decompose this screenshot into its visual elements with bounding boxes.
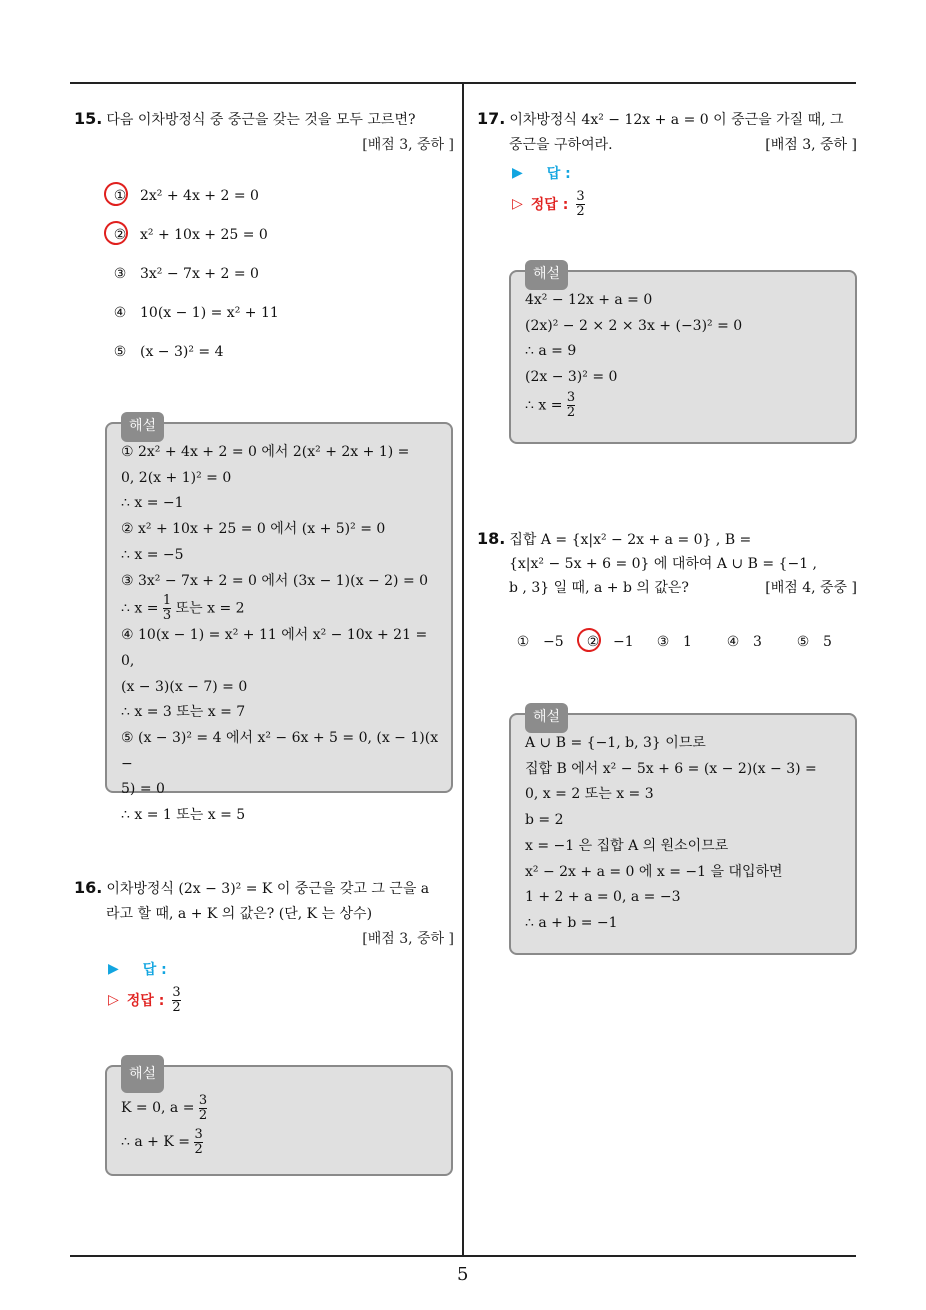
answer-label: 답 : — [142, 962, 167, 978]
question-text-line3: b , 3} 일 때, a + b 의 값은? — [509, 580, 689, 596]
solution-line: ④ 10(x − 1) = x² + 11 에서 x² − 10x + 21 = 0, — [121, 627, 428, 669]
solution-line: ② x² + 10x + 25 = 0 에서 (x + 5)² = 0 — [121, 521, 386, 538]
question-17 — [477, 106, 857, 158]
solution-line: ∴ x = −1 — [121, 495, 184, 512]
solution-tag: 해설 — [525, 260, 568, 290]
fraction-numerator: 1 — [162, 593, 172, 609]
solution-line — [525, 391, 843, 420]
question-meta: [배점 3, 중하 ] — [765, 137, 857, 153]
solution-line — [121, 1125, 439, 1159]
page-number: 5 — [457, 1264, 469, 1285]
solution-line: (x − 3)(x − 7) = 0 — [121, 678, 248, 695]
choice-list — [513, 622, 863, 661]
fraction-denominator: 2 — [172, 999, 181, 1015]
solution-box — [509, 709, 857, 955]
choice-mark: ① — [516, 633, 530, 650]
fraction-denominator: 2 — [566, 404, 576, 420]
choice-text: 3 — [753, 633, 762, 650]
choice-5[interactable] — [793, 622, 863, 661]
fraction — [194, 1128, 202, 1157]
question-number: 17. — [477, 109, 506, 128]
correct-label: 정답 : — [126, 993, 165, 1009]
fraction-suffix: 또는 x = 2 — [171, 600, 245, 617]
fraction-numerator: 3 — [172, 984, 181, 1000]
solution-line — [121, 594, 439, 623]
question-18 — [477, 527, 857, 600]
fraction-numerator: 3 — [198, 1092, 208, 1108]
solution-line: x = −1 은 집합 A 의 원소이므로 — [525, 837, 729, 854]
solution-tag: 해설 — [121, 412, 164, 442]
solution-line: ① 2x² + 4x + 2 = 0 에서 2(x² + 2x + 1) = — [121, 444, 410, 460]
outline-play-icon: ▷ — [108, 992, 119, 1008]
fraction-denominator: 2 — [576, 203, 585, 219]
solution-box — [105, 418, 453, 824]
fraction-prefix: ∴ a + K = — [121, 1134, 195, 1150]
fraction-numerator: 3 — [194, 1126, 203, 1142]
solution-line: ∴ x = 3 또는 x = 7 — [121, 704, 246, 721]
solution-tag: 해설 — [525, 703, 568, 733]
solution-line: 4x² − 12x + a = 0 — [525, 292, 653, 308]
question-number: 18. — [477, 529, 506, 548]
choice-1[interactable] — [513, 622, 583, 661]
solution-line: ③ 3x² − 7x + 2 = 0 에서 (3x − 1)(x − 2) = 0 — [121, 572, 429, 589]
bottom-rule — [70, 1255, 856, 1257]
solution-tag: 해설 — [121, 1055, 164, 1093]
choice-mark: ⑤ — [796, 633, 810, 650]
fraction-denominator: 2 — [198, 1107, 208, 1123]
solution-box — [105, 1065, 453, 1176]
solution-line: ∴ x = 1 또는 x = 5 — [121, 807, 246, 824]
fraction-prefix: ∴ x = — [525, 397, 567, 414]
solution-line: 1 + 2 + a = 0, a = −3 — [525, 889, 681, 906]
correct-fraction — [576, 190, 584, 219]
solution-line: ∴ a + b = −1 — [525, 914, 618, 931]
solution-box — [509, 266, 857, 444]
fraction-prefix: K = 0, a = — [121, 1100, 199, 1116]
choice-3[interactable] — [110, 254, 279, 293]
solution-line: ∴ a = 9 — [525, 343, 577, 360]
solution-line — [121, 1091, 439, 1125]
solution-line: 0, 2(x + 1)² = 0 — [121, 469, 232, 486]
choice-mark: ③ — [656, 633, 670, 650]
question-text-line2: 라고 할 때, a + K 의 값은? (단, K 는 상수) — [106, 906, 373, 922]
solution-line: 집합 B 에서 x² − 5x + 6 = (x − 2)(x − 3) = — [525, 760, 817, 777]
choice-mark: ④ — [113, 304, 127, 321]
fraction-prefix: ∴ x = — [121, 600, 163, 617]
choice-text: 2x² + 4x + 2 = 0 — [140, 187, 259, 204]
solution-line: (2x)² − 2 × 2 × 3x + (−3)² = 0 — [525, 317, 743, 334]
correct-fraction — [172, 986, 180, 1015]
choice-3[interactable] — [653, 622, 723, 661]
choice-mark: ⑤ — [113, 343, 127, 360]
solution-line: ∴ x = −5 — [121, 546, 184, 563]
choice-text: 5 — [823, 633, 832, 650]
choice-1[interactable] — [110, 176, 279, 215]
choice-4[interactable] — [723, 622, 793, 661]
choice-mark: ④ — [726, 633, 740, 650]
solution-line: 0, x = 2 또는 x = 3 — [525, 786, 654, 803]
answer-area — [512, 160, 699, 222]
choice-text: 10(x − 1) = x² + 11 — [140, 304, 279, 321]
fraction-denominator: 2 — [194, 1141, 203, 1157]
solution-line: (2x − 3)² = 0 — [525, 369, 618, 386]
question-text: 다음 이차방정식 중 중근을 갖는 것을 모두 고르면? — [106, 112, 416, 128]
solution-line: 5) = 0 — [121, 781, 165, 798]
choice-list — [110, 176, 279, 371]
choice-text: 3x² − 7x + 2 = 0 — [140, 265, 259, 282]
question-text-line2: {x|x² − 5x + 6 = 0} 에 대하여 A ∪ B = {−1 , — [509, 556, 817, 572]
answer-label: 답 : — [546, 166, 571, 182]
solution-line: b = 2 — [525, 812, 564, 829]
solution-line: ⑤ (x − 3)² = 4 에서 x² − 6x + 5 = 0, (x − 1)(x − — [121, 730, 439, 772]
choice-2[interactable] — [583, 622, 653, 661]
choice-mark: ③ — [113, 265, 127, 282]
question-number: 16. — [74, 878, 103, 897]
column-divider — [462, 82, 464, 1256]
choice-mark: ① — [113, 187, 127, 204]
question-16 — [74, 875, 454, 952]
choice-text: −5 — [543, 633, 564, 650]
choice-text: (x − 3)² = 4 — [140, 343, 224, 360]
question-text: 이차방정식 (2x − 3)² = K 이 중근을 갖고 그 근을 a — [106, 881, 430, 897]
choice-4[interactable] — [110, 293, 279, 332]
choice-mark: ② — [586, 633, 600, 650]
answer-input[interactable] — [175, 960, 295, 978]
choice-text: −1 — [613, 633, 634, 650]
fraction — [163, 594, 171, 623]
question-text-line2: 중근을 구하여라. — [509, 137, 613, 153]
question-meta: [배점 3, 중하 ] — [362, 137, 454, 153]
answer-area — [108, 956, 295, 1018]
play-icon: ▶ — [512, 165, 523, 181]
question-number: 15. — [74, 109, 103, 128]
fraction — [567, 391, 575, 420]
question-meta: [배점 4, 중중 ] — [765, 580, 857, 596]
correct-label: 정답 : — [530, 197, 569, 213]
solution-line: x² − 2x + a = 0 에 x = −1 을 대입하면 — [525, 863, 783, 880]
question-text: 이차방정식 4x² − 12x + a = 0 이 중근을 가질 때, 그 — [509, 112, 844, 128]
answer-input[interactable] — [579, 164, 699, 182]
choice-mark: ② — [113, 226, 127, 243]
fraction-denominator: 3 — [162, 608, 172, 624]
question-meta: [배점 3, 중하 ] — [362, 931, 454, 947]
fraction-numerator: 3 — [566, 389, 576, 405]
choice-text: x² + 10x + 25 = 0 — [140, 226, 268, 243]
fraction-numerator: 3 — [576, 188, 585, 204]
choice-2[interactable] — [110, 215, 279, 254]
question-text: 집합 A = {x|x² − 2x + a = 0} , B = — [509, 532, 752, 548]
choice-text: 1 — [683, 633, 692, 650]
question-15 — [74, 106, 454, 158]
choice-5[interactable] — [110, 332, 279, 371]
solution-line: A ∪ B = {−1, b, 3} 이므로 — [525, 735, 706, 751]
outline-play-icon: ▷ — [512, 196, 523, 212]
play-icon: ▶ — [108, 961, 119, 977]
fraction — [199, 1094, 207, 1123]
